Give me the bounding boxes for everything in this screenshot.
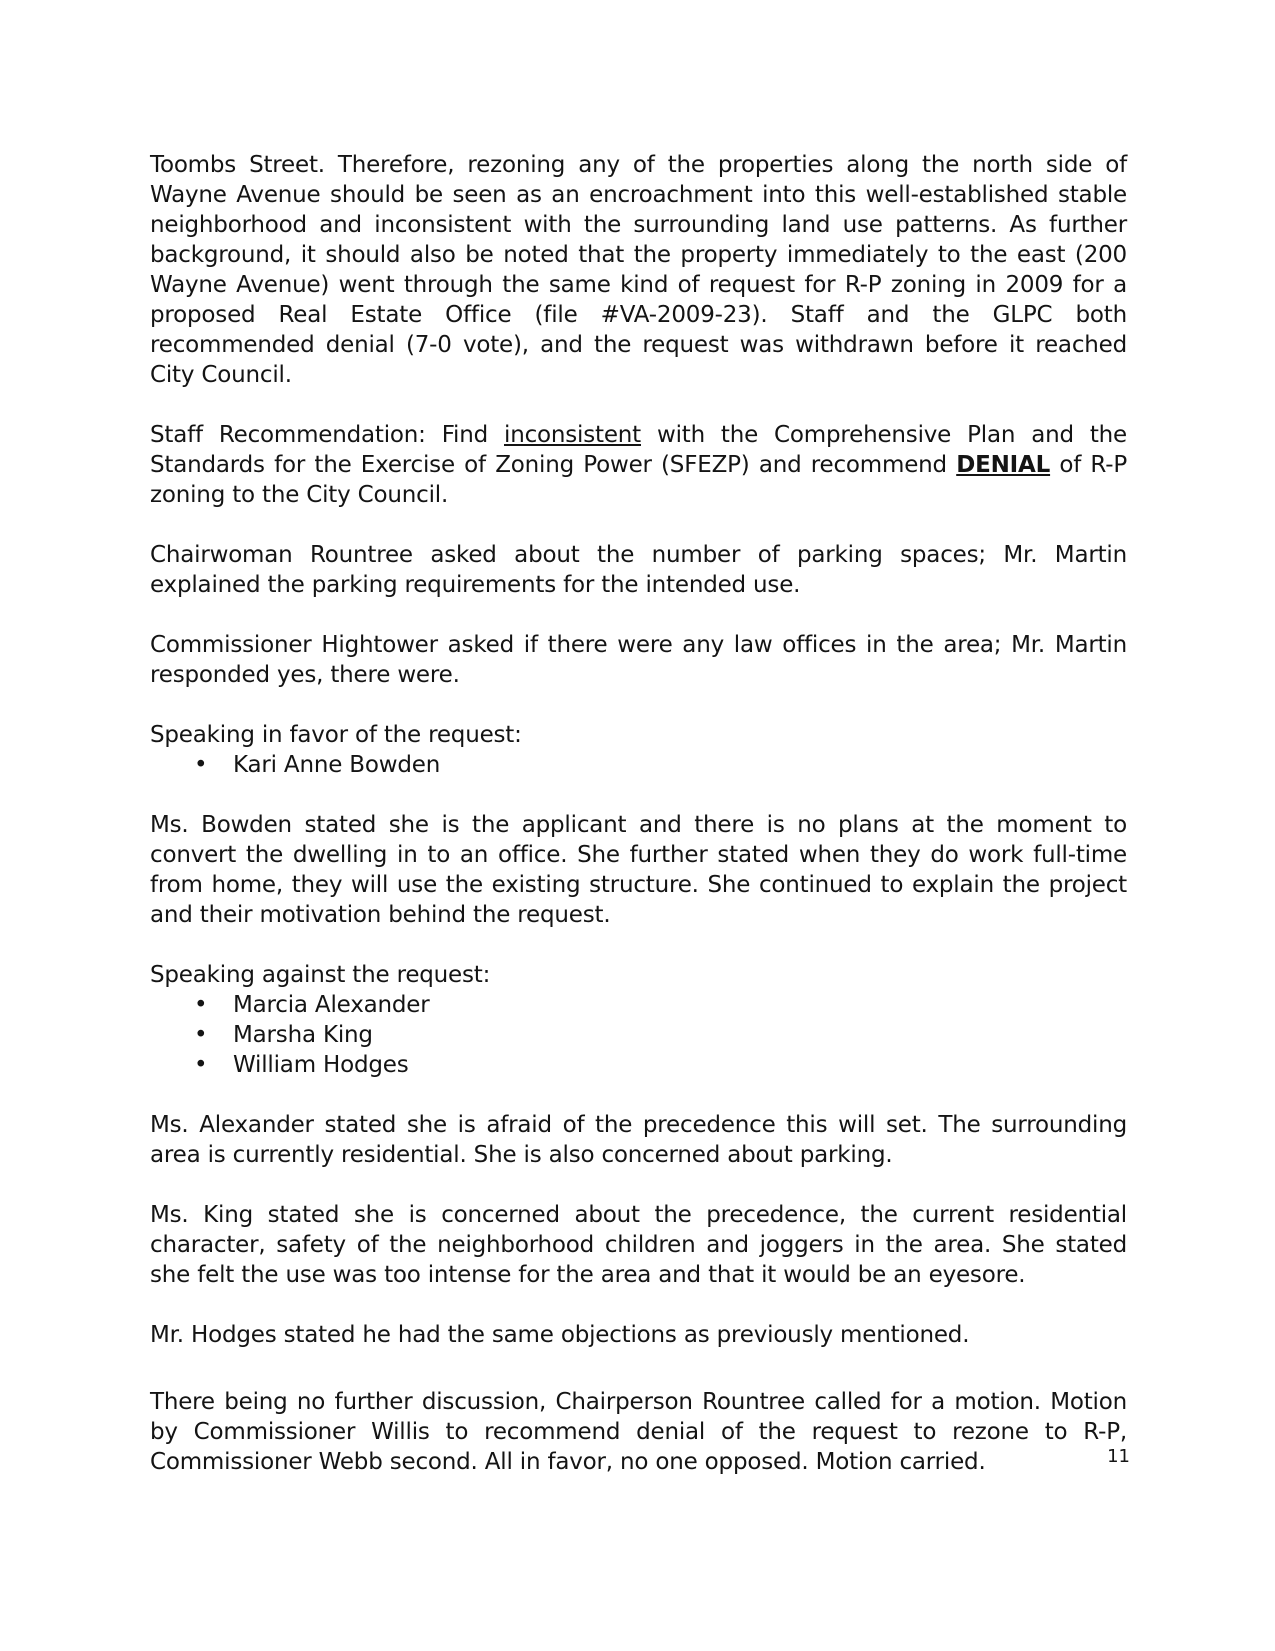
list-item: • Marcia Alexander	[233, 990, 1127, 1020]
against-heading: Speaking against the request:	[150, 962, 491, 988]
paragraph-background: Toombs Street. Therefore, rezoning any of the properties along the north side of Wayne Avenue should be seen as an encroachment into this well-established stable neighborhood and inconsistent with the surrounding land use patterns. As further background, it should also be noted that the property immediately to the east (200 Wayne Avenue) went through the same kind of request for R-P zoning in 2009 for a proposed Real Estate Office (file #VA-2009-23). Staff and the GLPC both recommended denial (7-0 vote), and the request was withdrawn before it reached City Council.	[150, 152, 1127, 388]
paragraph-alexander-statement: Ms. Alexander stated she is afraid of the precedence this will set. The surrounding area is currently residential. She is also concerned about parking.	[150, 1112, 1127, 1168]
paragraph-parking-question: Chairwoman Rountree asked about the number of parking spaces; Mr. Martin explained the parking requirements for the intended use.	[150, 542, 1127, 598]
favor-heading: Speaking in favor of the request:	[150, 722, 522, 748]
favor-speaker-list	[150, 750, 1127, 780]
list-item: • William Hodges	[233, 1050, 1127, 1080]
inconsistent-underlined: inconsistent	[504, 422, 641, 448]
paragraph-law-offices-question: Commissioner Hightower asked if there were any law offices in the area; Mr. Martin responded yes, there were.	[150, 632, 1127, 688]
against-speaker-list	[150, 990, 1127, 1080]
denial-bold-underlined: DENIAL	[956, 452, 1051, 478]
paragraph-king-statement: Ms. King stated she is concerned about the precedence, the current residential character, safety of the neighborhood children and joggers in the area. She stated she felt the use was too intense for the area and that it would be an eyesore.	[150, 1202, 1127, 1288]
staff-recommendation-text-b: with the Comprehensive Plan and the Standards for the Exercise of Zoning Power (SFEZP) and recommend	[150, 422, 1127, 478]
paragraph-motion: There being no further discussion, Chairperson Rountree called for a motion. Motion by Commissioner Willis to recommend denial of the request to rezone to R-P, Commissioner Webb second. All in favor, no one opposed. Motion carried.	[150, 1389, 1127, 1475]
page-number: 11	[1107, 1446, 1130, 1467]
paragraph-bowden-statement: Ms. Bowden stated she is the applicant and there is no plans at the moment to convert the dwelling in to an office. She further stated when they do work full-time from home, they will use the existing structure. She continued to explain the project and their motivation behind the request.	[150, 812, 1127, 928]
staff-recommendation-text-a: Staff Recommendation: Find	[150, 422, 504, 448]
list-item: • Marsha King	[233, 1020, 1127, 1050]
list-item: • Kari Anne Bowden	[233, 750, 1127, 780]
staff-recommendation	[150, 420, 1127, 510]
staff-recommendation-text-c: of R-P zoning to the City Council.	[150, 452, 1127, 508]
paragraph-hodges-statement: Mr. Hodges stated he had the same objections as previously mentioned.	[150, 1322, 970, 1348]
document-page	[150, 150, 1127, 1477]
